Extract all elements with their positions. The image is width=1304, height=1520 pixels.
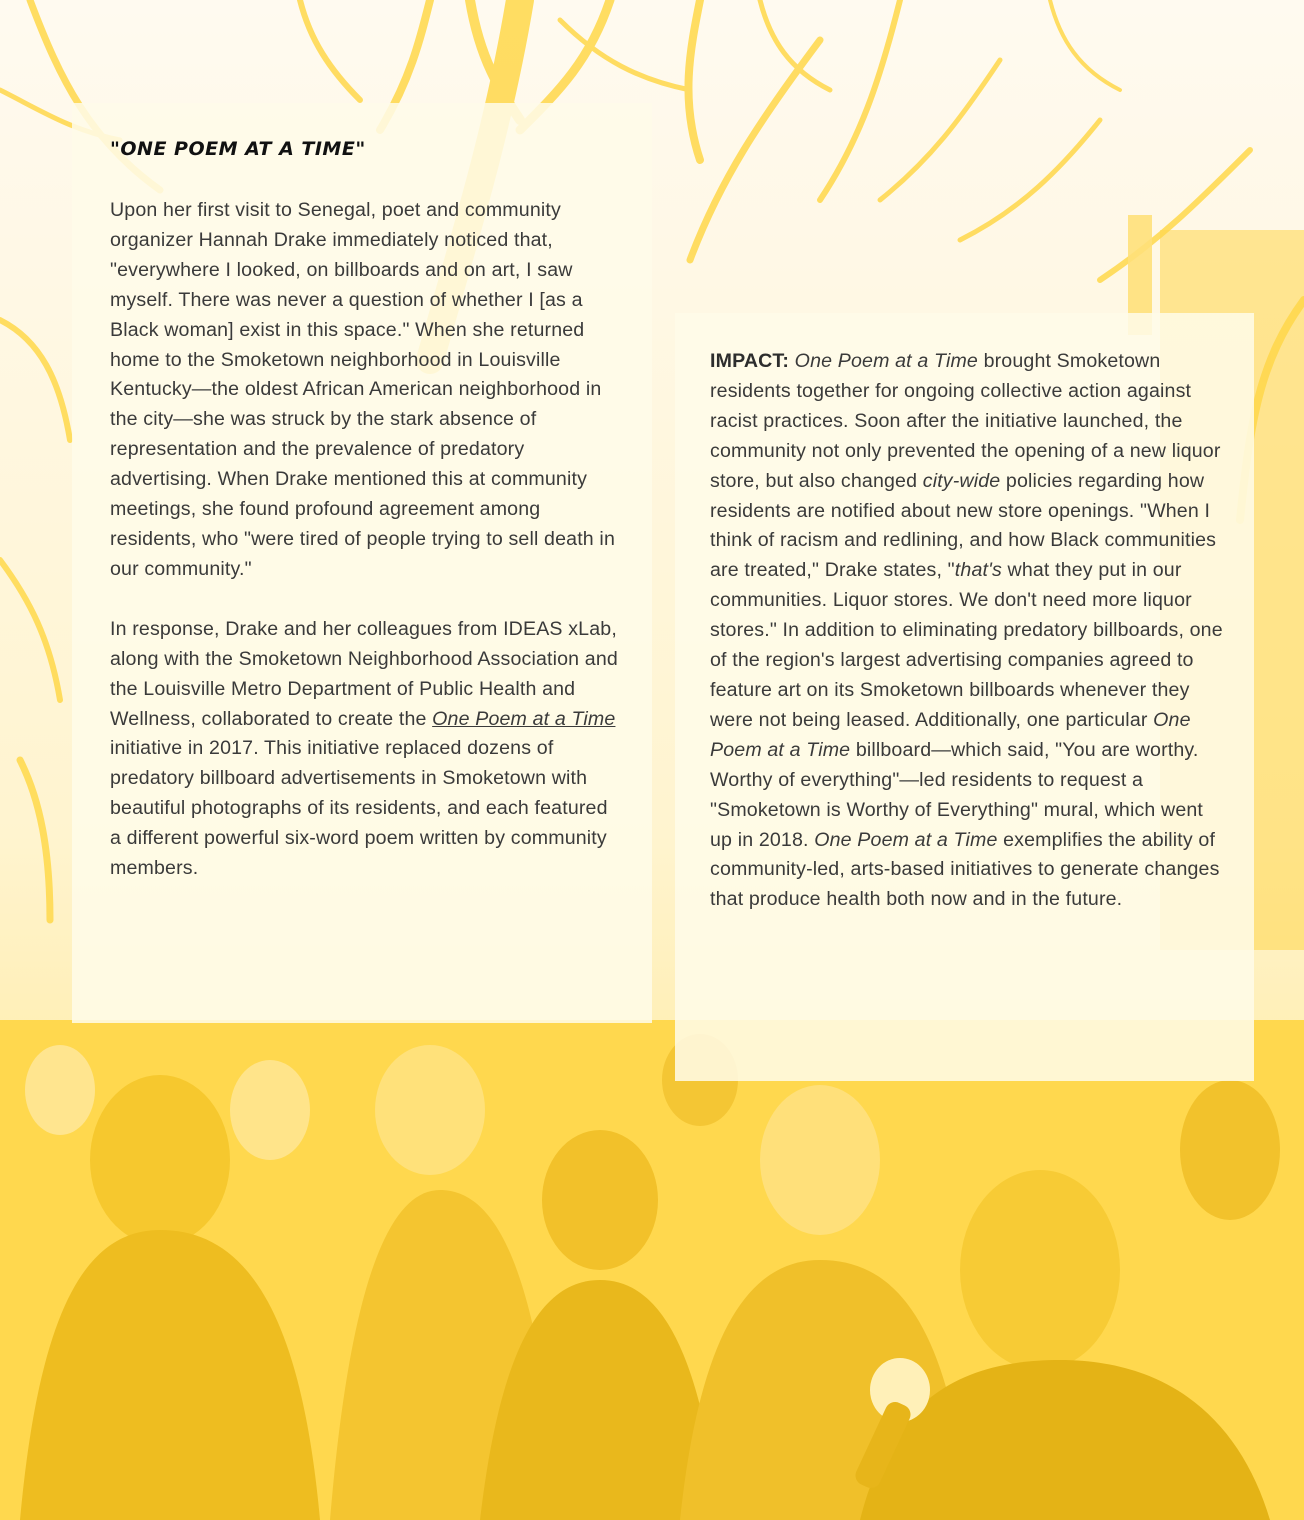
right-column xyxy=(710,347,1230,915)
left-column xyxy=(110,196,622,884)
response-paragraph: In response, Drake and her colleagues from IDEAS xLab, along with the Smoketown Neighborhood Association and the Louisville Metro Department of Public Health and Wellness, collaborated to create the One Poem at a Time initiative in 2017. This initiative replaced dozens of predatory billboard advertisements in Smoketown with beautiful photographs of its residents, and each featured a different powerful six-word poem written by community members. xyxy=(110,617,618,880)
section-heading: "ONE POEM AT A TIME" xyxy=(110,138,366,160)
one-poem-link[interactable]: One Poem at a Time xyxy=(432,707,616,730)
impact-label: IMPACT: xyxy=(710,350,790,372)
intro-paragraph: Upon her first visit to Senegal, poet and community organizer Hannah Drake immediately noticed that, "everywhere I looked, on billboards and on art, I saw myself. There was never a question of whether I [as a Black woman] exist in this space." When she returned home to the Smoketown neighborhood in Louisville Kentucky—the oldest African American neighborhood in the city—she was struck by the stark absence of representation and the prevalence of predatory advertising. When Drake mentioned this at community meetings, she found profound agreement among residents, who "were tired of people trying to sell death in our community." xyxy=(110,199,615,580)
crowd xyxy=(0,1020,1304,1520)
impact-paragraph: IMPACT: One Poem at a Time brought Smoketown residents together for ongoing collective action against racist practices. Soon after the initiative launched, the community not only prevented the opening of a new liquor store, but also changed city-wide policies regarding how residents are notified about new store openings. "When I think of racism and redlining, and how Black communities are treated," Drake states, "that's what they put in our communities. Liquor stores. We don't need more liquor stores." In addition to eliminating predatory billboards, one of the region's largest advertising companies agreed to feature art on its Smoketown billboards whenever they were not being leased. Additionally, one particular One Poem at a Time billboard—which said, "You are worthy. Worthy of everything"—led residents to request a "Smoketown is Worthy of Everything" mural, which went up in 2018. One Poem at a Time exemplifies the ability of community-led, arts-based initiatives to generate changes that produce health both now and in the future. xyxy=(710,350,1223,911)
